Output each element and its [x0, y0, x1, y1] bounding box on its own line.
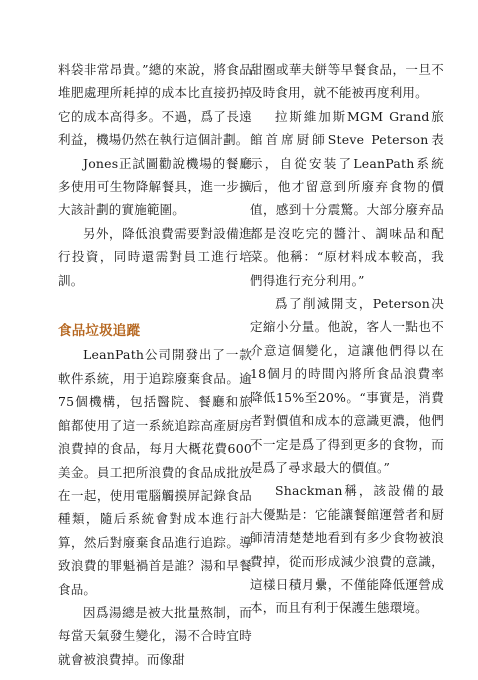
paragraph-3: 另外，降低浪費需要對設備進行投資，同時還需對員工進行培訓。 [58, 225, 252, 288]
paragraph-2: Jones正試圖勸說機場的餐廳多使用可生物降解餐具，進一步擴大該計劃的實施範圍。 [58, 155, 252, 218]
left-column [58, 58, 252, 671]
section-heading: 食品垃圾追蹤 [58, 323, 141, 340]
paragraph-4: LeanPath公司開發出了一款軟件系統，用于追踪廢棄食品。逾75個機構，包括醫院、餐廳和旅館都使用了這一系統追踪高產厨房浪費掉的食品，每月大概花費600美金。員工把所浪費的食品成批放在一起，使用電腦觸摸屏記錄食品種類，隨后系統會對成本進行計算，然后對廢棄食品進行追踪。導致浪費的罪魁禍首是誰？湯和早餐食品。 [58, 347, 252, 597]
right-column [250, 58, 444, 620]
paragraph-7: 拉斯維加斯MGM Grand旅館首席厨師Steve Peterson表示，自從安装了LeanPath系統后，他才留意到所廢弃食物的價值，感到十分震驚。大部分廢弃品都是沒吃完的醬汁、調味品和配菜。他稱：“原材料成本較高，我們得進行充分利用。” [250, 108, 444, 288]
paragraph-1: 料袋非常昂貴。”總的來說，將食品堆肥處理所耗掉的成本比直接扔掉它的成本高得多。不過，爲了長遠利益，機場仍然在執行這個計劃。 [58, 62, 252, 148]
paragraph-9: Shackman稱，該設備的最大優點是：它能讓餐館運營者和厨師清清楚楚地看到有多少食物被浪費掉，從而形成減少浪費的意識，這樣日積月纍，不僅能降低運營成本，而且有利于保護生態環境。 [250, 483, 444, 616]
paragraph-6: 甜圈或華夫餅等早餐食品，一旦不及時食用，就不能被再度利用。 [250, 62, 444, 101]
paragraph-8: 爲了削減開支，Peterson决定縮小分量。他說，客人一點也不介意這個變化，這讓他們得以在18個月的時間內將所食品浪費率降低15%至20%。“事實是，消費者對價值和成本的意識更濃，他們不一定是爲了得到更多的食物，而是爲了尋求最大的價值。” [250, 296, 444, 475]
paragraph-5: 因爲湯總是被大批量熬制，而每當天氣發生變化，湯不合時宜時就會被浪費掉。而像甜 [58, 604, 252, 667]
